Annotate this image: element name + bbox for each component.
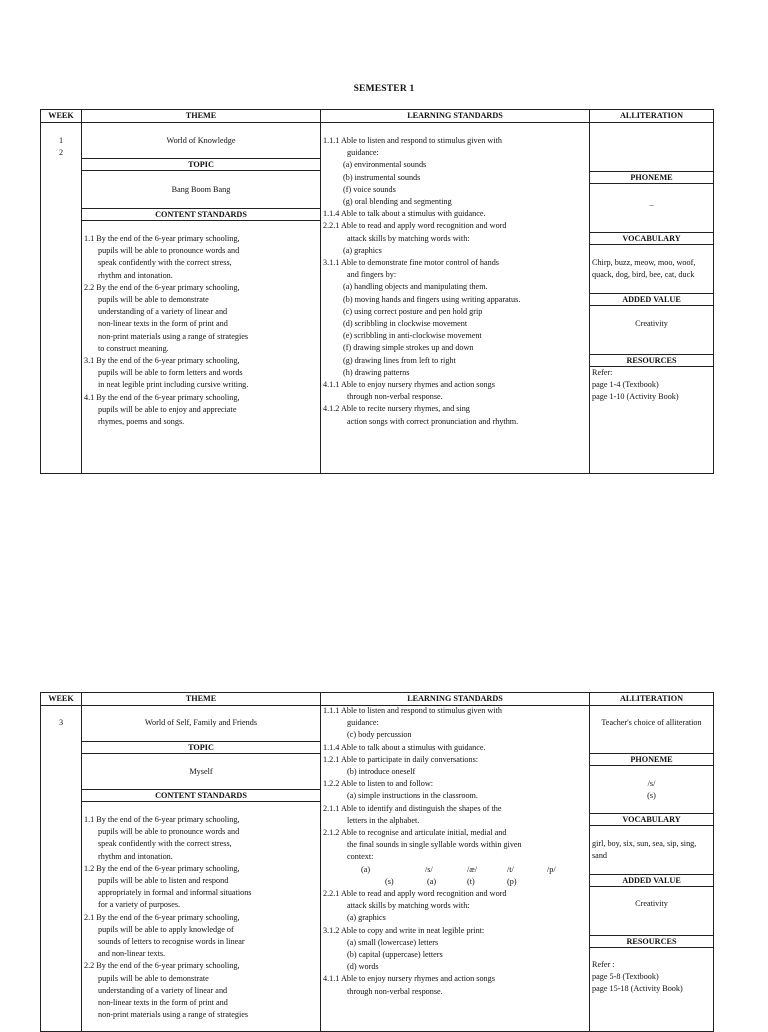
resources-header: RESOURCES <box>590 935 713 948</box>
learning-standard-line: (a) handling objects and manipulating them. <box>343 282 488 292</box>
learning-standard-line: 1.1.1 Able to listen and respond to stimulus given with <box>323 706 502 715</box>
content-standard-line: pupils will be able to listen and respond <box>98 876 229 886</box>
content-standard-line: rhythm and intonation. <box>98 270 173 280</box>
resource-line: Refer : <box>592 960 615 969</box>
week-header: WEEK <box>41 110 81 123</box>
side-column <box>590 110 713 473</box>
learning-standard-line: the final sounds in single syllable words within given <box>347 840 522 850</box>
sound-label: (a) <box>361 864 371 874</box>
theme-value: World of Self, Family and Friends <box>144 718 258 727</box>
content-standard-line: understanding of a variety of linear and <box>98 985 228 995</box>
learning-standards-header: LEARNING STANDARDS <box>321 693 589 706</box>
alliteration-value: Teacher's choice of alliteration <box>601 718 702 727</box>
sound-letter: (a) <box>427 876 437 886</box>
content-standard-line: speak confidently with the correct stress, <box>98 839 232 849</box>
learning-standard-line: letters in the alphabet. <box>347 815 420 825</box>
learning-standard-line: attack skills by matching words with: <box>347 901 470 911</box>
learning-standard-line: (c) using correct posture and pen hold grip <box>343 306 483 316</box>
learning-standard-line: 3.1.2 Able to copy and write in neat legible print: <box>323 925 485 935</box>
content-standard-line: non-print materials using a range of strategies <box>98 1010 249 1020</box>
content-standard-line: 2.2 By the end of the 6-year primary schooling, <box>84 282 240 292</box>
alliteration-header: ALLITERATION <box>590 110 713 123</box>
resources-list <box>590 959 713 996</box>
sound-letter: (p) <box>507 876 517 886</box>
vocabulary-header: VOCABULARY <box>590 813 713 826</box>
learning-standards-list <box>321 705 589 998</box>
learning-standard-line: 1.2.2 Able to listen to and follow: <box>323 779 434 789</box>
lesson-table-2 <box>40 692 714 1032</box>
vocabulary-line: sand <box>592 851 608 861</box>
content-standard-line: in neat legible print including cursive writing. <box>98 380 249 390</box>
learning-standard-line: (b) capital (uppercase) letters <box>347 950 443 960</box>
content-standard-line: sounds of letters to recognise words in linear <box>98 937 245 947</box>
phoneme-header: PHONEME <box>590 753 713 766</box>
phoneme-header: PHONEME <box>590 171 713 184</box>
resource-line: page 1-10 (Activity Book) <box>592 392 679 402</box>
content-standard-line: 4.1 By the end of the 6-year primary schooling, <box>84 392 240 402</box>
sound-row-letters <box>321 876 589 888</box>
resource-line: page 1-4 (Textbook) <box>592 380 659 390</box>
learning-standard-line: (h) drawing patterns <box>343 367 410 377</box>
week-numbers <box>41 135 81 159</box>
learning-standard-line: 2.2.1 Able to read and apply word recognition and word <box>323 221 507 231</box>
learning-standard-line: (g) oral blending and segmenting <box>343 197 452 207</box>
learning-standard-line: (a) small (lowercase) letters <box>347 937 439 947</box>
added-value-header: ADDED VALUE <box>590 874 713 887</box>
week-number: 3 <box>58 718 64 727</box>
added-value-value: Creativity <box>635 899 668 908</box>
content-standard-line: non-linear texts in the form of print and <box>98 319 228 329</box>
learning-standard-line: (e) scribbling in anti-clockwise movement <box>343 331 482 341</box>
learning-standards-list <box>321 135 589 428</box>
content-standard-line: and non-linear texts. <box>98 949 166 959</box>
topic-header: TOPIC <box>82 158 320 171</box>
topic-value: Myself <box>189 767 213 776</box>
sound-row-phonemes <box>321 864 589 876</box>
content-standards-header: CONTENT STANDARDS <box>82 789 320 802</box>
learning-standard-line: (d) scribbling in clockwise movement <box>343 319 468 329</box>
content-standard-line: pupils will be able to pronounce words and <box>98 246 240 256</box>
learning-standards-header: LEARNING STANDARDS <box>321 110 589 123</box>
learning-standard-line: 2.1.1 Able to identify and distinguish the shapes of the <box>323 803 502 813</box>
sound-letter: (t) <box>467 876 475 886</box>
learning-standard-line: (b) introduce oneself <box>347 767 416 777</box>
learning-standard-line: (a) graphics <box>343 245 382 255</box>
learning-standard-line: 1.1.1 Able to listen and respond to stimulus given with <box>323 136 502 145</box>
content-standard-line: rhythm and intonation. <box>98 851 173 861</box>
learning-standard-line: context: <box>347 852 374 862</box>
phoneme-values <box>590 778 713 802</box>
learning-standard-line: 1.2.1 Able to participate in daily conversations: <box>323 754 479 764</box>
content-standard-line: 3.1 By the end of the 6-year primary schooling, <box>84 356 240 366</box>
learning-standard-line: (f) drawing simple strokes up and down <box>343 343 474 353</box>
vocabulary-list <box>590 257 713 281</box>
week-column <box>41 693 82 1031</box>
content-standard-line: 1.1 By the end of the 6-year primary schooling, <box>84 234 240 243</box>
learning-standard-line: (g) drawing lines from left to right <box>343 355 456 365</box>
resource-line: page 5-8 (Textbook) <box>592 972 659 982</box>
vocabulary-line: girl, boy, six, sun, sea, sip, sing, <box>592 839 697 848</box>
content-standard-line: speak confidently with the correct stress, <box>98 258 232 268</box>
topic-value: Bang Boom Bang <box>171 185 231 194</box>
content-standards-header: CONTENT STANDARDS <box>82 208 320 221</box>
learning-standards-column <box>321 110 590 473</box>
content-standard-line: pupils will be able to demonstrate <box>98 973 209 983</box>
content-standards-list <box>82 814 320 1021</box>
resource-line: page 15-18 (Activity Book) <box>592 984 683 994</box>
phoneme-value: _ <box>649 198 654 207</box>
learning-standard-line: through non-verbal response. <box>347 986 443 996</box>
content-standard-line: pupils will be able to form letters and words <box>98 368 243 378</box>
theme-header: THEME <box>82 110 320 123</box>
lesson-table-1 <box>40 109 714 474</box>
learning-standard-line: (a) simple instructions in the classroom. <box>347 791 478 801</box>
resources-header: RESOURCES <box>590 354 713 367</box>
learning-standard-line: (b) moving hands and fingers using writing apparatus. <box>343 294 521 304</box>
content-standard-line: appropriately in formal and informal situations <box>98 888 252 898</box>
content-standard-line: 2.1 By the end of the 6-year primary schooling, <box>84 912 240 922</box>
phoneme-letter: (s) <box>647 791 656 801</box>
learning-standard-line: (b) instrumental sounds <box>343 172 421 182</box>
content-standard-line: 1.1 By the end of the 6-year primary schooling, <box>84 815 240 824</box>
learning-standard-line: action songs with correct pronunciation and rhythm. <box>347 416 519 426</box>
learning-standard-line: guidance: <box>347 148 379 158</box>
resources-list <box>590 367 713 404</box>
added-value-header: ADDED VALUE <box>590 293 713 306</box>
learning-standard-line: 2.2.1 Able to read and apply word recognition and word <box>323 889 507 899</box>
learning-standards-column <box>321 693 590 1031</box>
learning-standard-line: (f) voice sounds <box>343 184 396 194</box>
learning-standard-line: 4.1.1 Able to enjoy nursery rhymes and action songs <box>323 380 495 390</box>
learning-standard-line: 4.1.2 Able to recite nursery rhymes, and sing <box>323 404 470 414</box>
semester-title: SEMESTER 1 <box>353 84 415 94</box>
side-column <box>590 693 713 1031</box>
theme-column <box>82 693 321 1031</box>
week-header: WEEK <box>41 693 81 706</box>
sound-symbol: /s/ <box>425 864 433 874</box>
content-standard-line: pupils will be able to enjoy and appreciate <box>98 404 237 414</box>
theme-column <box>82 110 321 473</box>
learning-standard-line: 1.1.4 Able to talk about a stimulus with guidance. <box>323 209 486 219</box>
learning-standard-line: 3.1.1 Able to demonstrate fine motor control of hands <box>323 258 499 268</box>
topic-header: TOPIC <box>82 741 320 754</box>
week-column <box>41 110 82 473</box>
learning-standard-line: 1.1.4 Able to talk about a stimulus with guidance. <box>323 742 486 752</box>
learning-standard-line: 4.1.1 Able to enjoy nursery rhymes and action songs <box>323 974 495 984</box>
learning-standard-line: 2.1.2 Able to recognise and articulate initial, medial and <box>323 828 507 838</box>
content-standard-line: rhymes, poems and songs. <box>98 417 185 427</box>
theme-value: World of Knowledge <box>166 136 236 145</box>
learning-standard-line: and fingers by: <box>347 270 397 280</box>
learning-standard-line: (c) body percussion <box>347 730 412 740</box>
learning-standard-line: (a) environmental sounds <box>343 160 427 170</box>
vocabulary-list <box>590 838 713 862</box>
content-standard-line: for a variety of purposes. <box>98 900 181 910</box>
vocabulary-header: VOCABULARY <box>590 232 713 245</box>
content-standard-line: to construct meaning. <box>98 343 169 353</box>
learning-standard-line: guidance: <box>347 718 379 728</box>
phoneme-symbol: /s/ <box>647 779 656 788</box>
sound-symbol: /æ/ <box>467 864 478 874</box>
content-standards-list <box>82 233 320 428</box>
content-standard-line: 1.2 By the end of the 6-year primary schooling, <box>84 863 240 873</box>
added-value-value: Creativity <box>635 319 668 328</box>
content-standard-line: understanding of a variety of linear and <box>98 307 228 317</box>
learning-standard-line: (a) graphics <box>347 913 386 923</box>
learning-standard-line: (d) words <box>347 962 379 972</box>
week-number: 1 <box>58 136 64 145</box>
content-standard-line: 2.2 By the end of the 6-year primary schooling, <box>84 961 240 971</box>
learning-standard-line: attack skills by matching words with: <box>347 233 470 243</box>
week-number: 2 <box>58 148 64 158</box>
resource-line: Refer: <box>592 368 613 377</box>
content-standard-line: pupils will be able to apply knowledge of <box>98 924 234 934</box>
theme-header: THEME <box>82 693 320 706</box>
content-standard-line: pupils will be able to demonstrate <box>98 295 209 305</box>
learning-standard-line: through non-verbal response. <box>347 392 443 402</box>
content-standard-line: pupils will be able to pronounce words and <box>98 827 240 837</box>
alliteration-header: ALLITERATION <box>590 693 713 706</box>
content-standard-line: non-linear texts in the form of print and <box>98 998 228 1008</box>
content-standard-line: non-print materials using a range of strategies <box>98 331 249 341</box>
sound-letter: (s) <box>385 876 394 886</box>
sound-symbol: /p/ <box>547 864 556 874</box>
sound-symbol: /t/ <box>507 864 514 874</box>
vocabulary-line: Chirp, buzz, meow, moo, woof, <box>592 258 696 267</box>
vocabulary-line: quack, dog, bird, bee, cat, duck <box>592 270 695 280</box>
